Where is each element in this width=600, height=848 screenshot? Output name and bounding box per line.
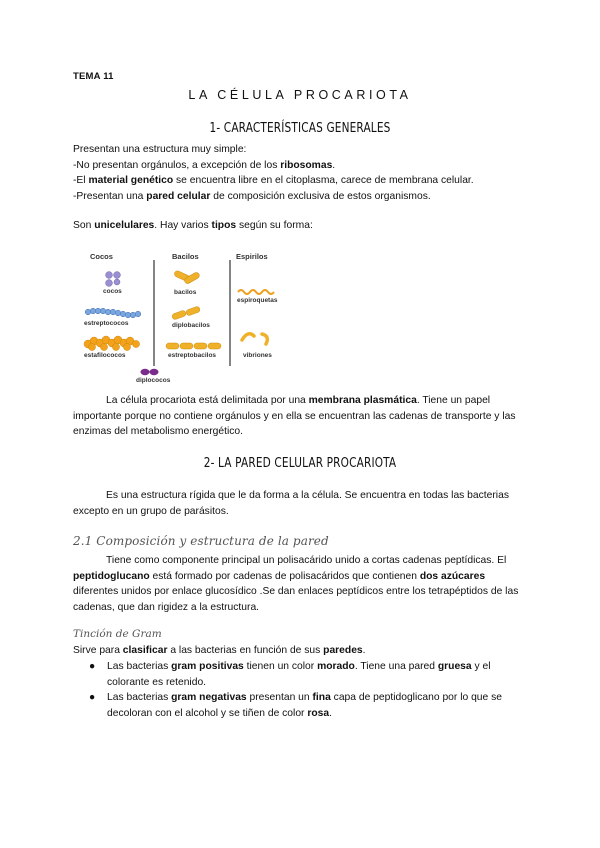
diplococos-icon [141, 369, 159, 375]
diplobacilos-label: diplobacilos [172, 322, 210, 329]
composicion-heading: 2.1 Composición y estructura de la pared [73, 534, 329, 548]
estafilococos-label: estafilococos [84, 352, 126, 359]
diplococos-label: diplococos [136, 377, 171, 384]
espiroquetas-icon [238, 290, 274, 294]
section1-list [73, 142, 533, 204]
list-item: ● Las bacterias gram positivas tienen un color morado. Tiene una pared gruesa y el colorante es retenido. [89, 661, 491, 688]
composicion-paragraph: Tiene como componente principal un polisacárido unido a cortas cadenas peptídicas. El peptidoglucano está formado por cadenas de polisacáridos que contienen dos azúcares diferentes unidos por enlace glucosídico .Se dan enlaces peptídicos entre los tetrapéptidos de las cadenas, que dan rigidez a la estructura. [73, 555, 519, 613]
unicelulares-line: Son unicelulares. Hay varios tipos según su forma: [73, 220, 313, 231]
bullet-icon: ● [89, 692, 96, 703]
ribosomas-line: -No presentan orgánulos, a excepción de los ribosomas. [73, 159, 336, 171]
cocos-label: cocos [103, 288, 122, 295]
cocos-header: Cocos [90, 252, 113, 261]
pared-line: -Presentan una pared celular de composición exclusiva de estos organismos. [73, 190, 431, 202]
gram-list [73, 659, 533, 721]
intro-line: Presentan una estructura muy simple: [73, 144, 247, 155]
section2-heading: 2- LA PARED CELULAR PROCARIOTA [203, 455, 397, 471]
list-item: ● Las bacterias gram negativas presentan un fina capa de peptidoglicano por lo que se decoloran con el alcohol y se tiñen de color rosa. [89, 692, 502, 719]
bullet-icon: ● [89, 661, 96, 672]
espirilos-header: Espirilos [236, 252, 268, 261]
estreptobacilos-icon [166, 343, 221, 349]
estreptococos-icon [85, 308, 141, 318]
diplobacilos-icon [171, 306, 200, 320]
membrana-paragraph: La célula procariota está delimitada por una membrana plasmática. Tiene un papel importante porque no contiene orgánulos y en ella se encuentran las cadenas de transporte y las enzimas del metabolismo energético. [73, 395, 516, 437]
vibriones-icon [242, 334, 267, 344]
bacteria-drawing [80, 248, 290, 388]
gram-intro: Sirve para clasificar a las bacterias en función de sus paredes. [73, 645, 366, 656]
material-line: -El material genético se encuentra libre en el citoplasma, carece de membrana celular. [73, 175, 474, 186]
estreptobacilos-label: estreptobacilos [168, 352, 217, 359]
bacilos-header: Bacilos [172, 252, 199, 261]
espiroquetas-label: espiroquetas [237, 297, 278, 304]
vibriones-label: vibriones [243, 352, 272, 359]
estreptococos-label: estreptococos [84, 320, 129, 327]
estafilococos-icon [84, 336, 140, 351]
pared-paragraph: Es una estructura rígida que le da forma a la célula. Se encuentra en todas las bacterias excepto en un grupo de parásitos. [73, 490, 509, 517]
page-title: LA CÉLULA PROCARIOTA [188, 88, 412, 102]
bacilos-label: bacilos [174, 289, 197, 296]
bacteria-shapes-figure [80, 248, 290, 388]
gram-heading: Tinción de Gram [73, 628, 162, 640]
bacilos-icon [173, 270, 200, 285]
tema-label: TEMA 11 [73, 71, 114, 82]
cocos-icon [106, 272, 121, 287]
section1-heading: 1- CARACTERÍSTICAS GENERALES [209, 120, 391, 136]
